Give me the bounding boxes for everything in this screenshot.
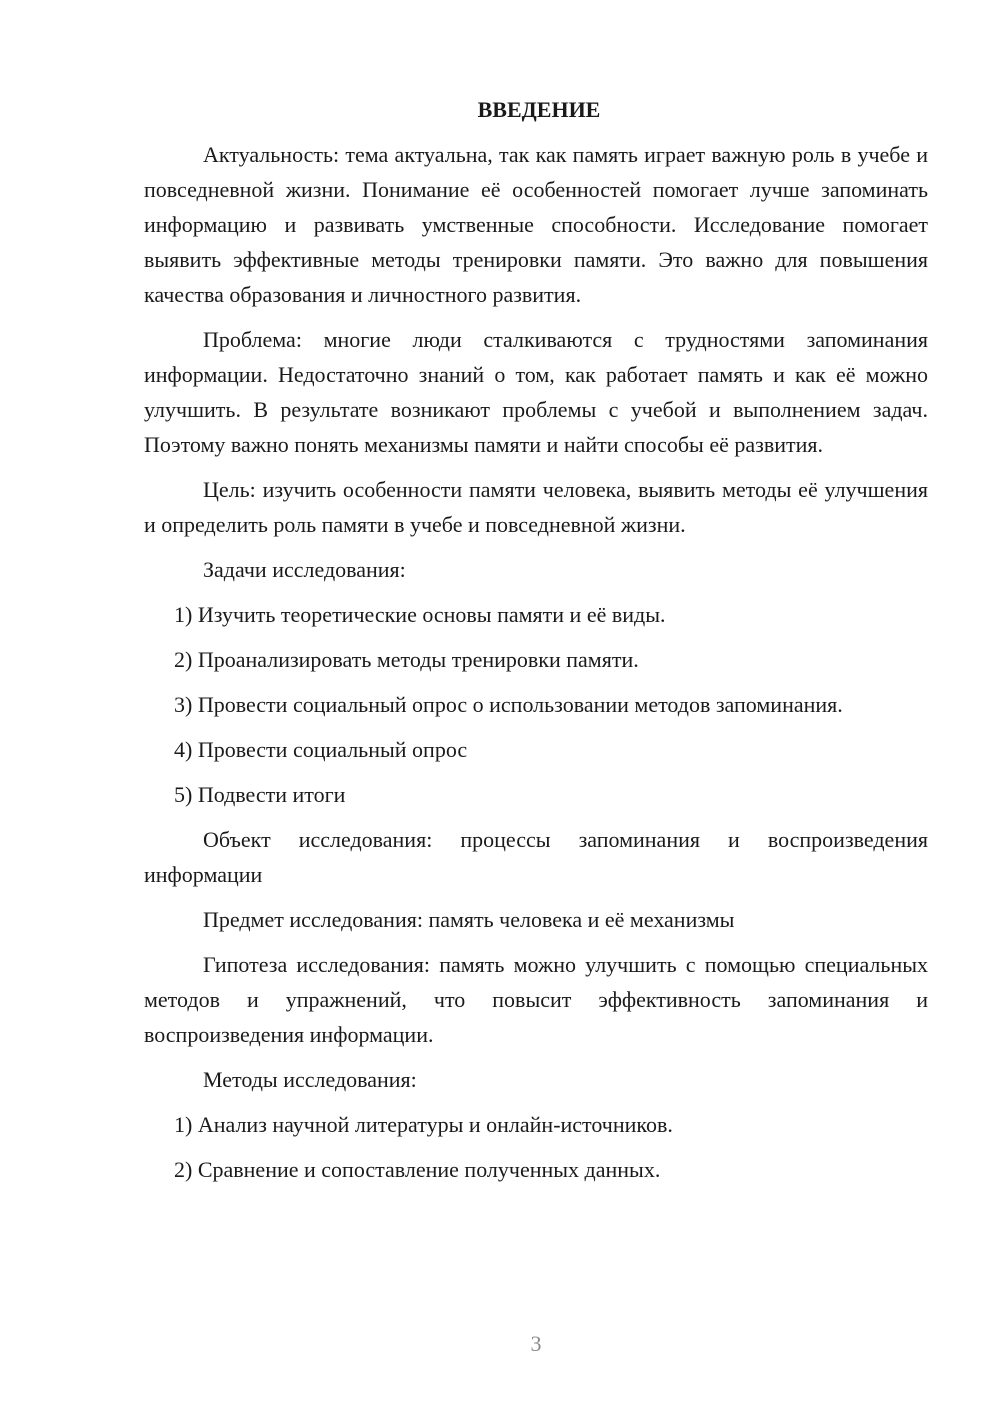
method-item-2: 2) Сравнение и сопоставление полученных данных. xyxy=(174,1157,661,1182)
paragraph-relevance: Актуальность: тема актуальна, так как память играет важную роль в учебе и повседневной жизни. Понимание её особенностей помогает лучше запоминать информацию и развивать умственные способности. Исследование помогает выявить эффективные методы тренировки памяти. Это важно для повышения качества образования и личностного развития. xyxy=(144,142,928,307)
task-item-5: 5) Подвести итоги xyxy=(174,782,346,807)
page-title: ВВЕДЕНИЕ xyxy=(477,97,601,122)
task-item-1: 1) Изучить теоретические основы памяти и её виды. xyxy=(174,602,666,627)
method-item-1: 1) Анализ научной литературы и онлайн-источников. xyxy=(174,1112,673,1137)
paragraph-problem: Проблема: многие люди сталкиваются с трудностями запоминания информации. Недостаточно знаний о том, как работает память и как её можно улучшить. В результате возникают проблемы с учебой и выполнением задач. Поэтому важно понять механизмы памяти и найти способы её развития. xyxy=(144,327,928,457)
task-item-3: 3) Провести социальный опрос о использовании методов запоминания. xyxy=(174,692,843,717)
paragraph-subject: Предмет исследования: память человека и её механизмы xyxy=(203,907,735,932)
page-content xyxy=(144,92,928,1187)
paragraph-object: Объект исследования: процессы запоминания и воспроизведения информации xyxy=(144,827,928,887)
task-item-4: 4) Провести социальный опрос xyxy=(174,737,468,762)
page-number: 3 xyxy=(530,1331,542,1356)
paragraph-goal: Цель: изучить особенности памяти человека, выявить методы её улучшения и определить роль памяти в учебе и повседневной жизни. xyxy=(144,477,928,537)
tasks-heading: Задачи исследования: xyxy=(203,557,406,582)
task-item-2: 2) Проанализировать методы тренировки памяти. xyxy=(174,647,639,672)
paragraph-hypothesis: Гипотеза исследования: память можно улучшить с помощью специальных методов и упражнений, что повысит эффективность запоминания и воспроизведения информации. xyxy=(144,952,928,1047)
methods-heading: Методы исследования: xyxy=(203,1067,417,1092)
